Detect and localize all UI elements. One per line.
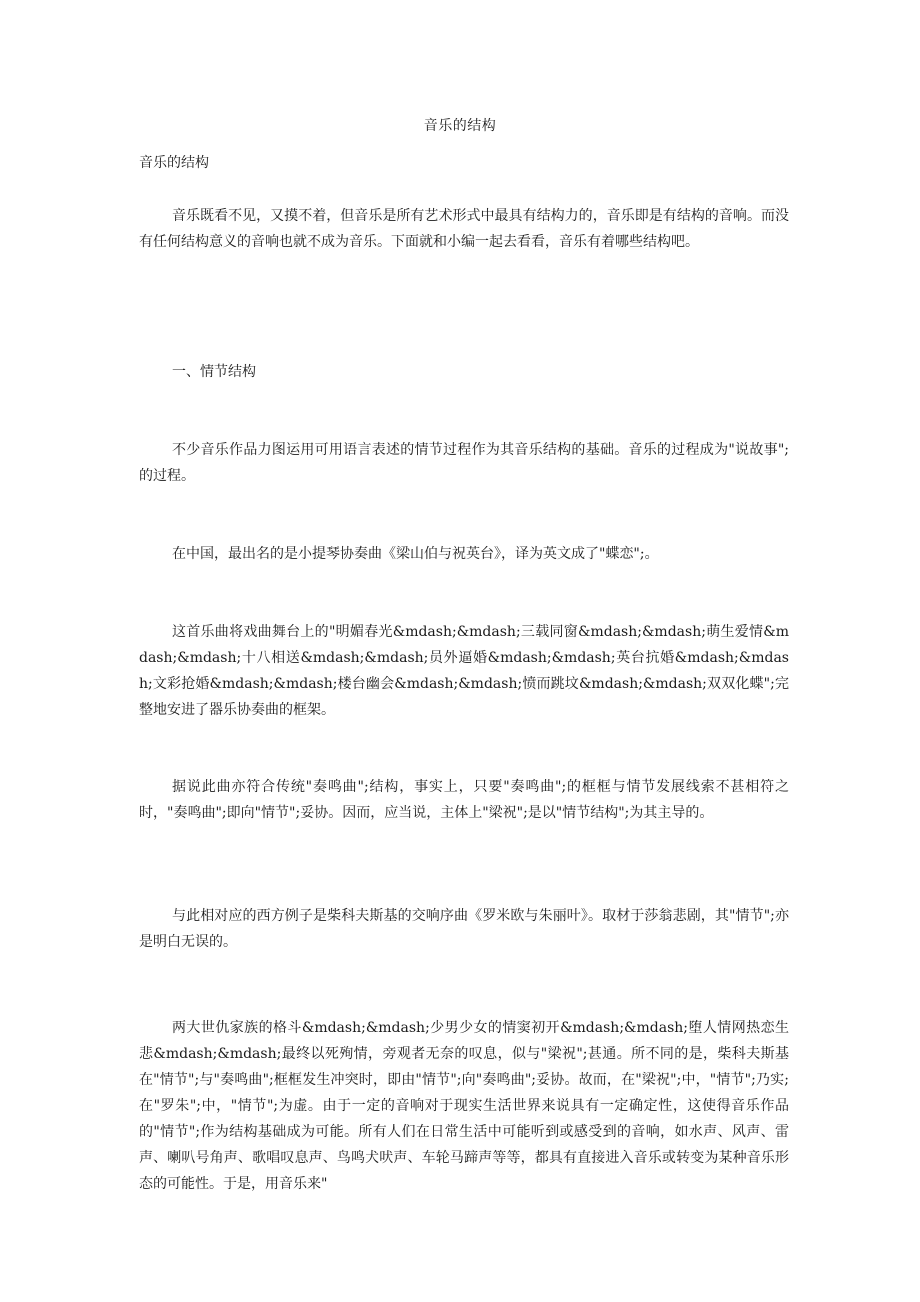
paragraph-comparison: 两大世仇家族的格斗&mdash;&mdash;少男少女的情窦初开&mdash;&mdash;堕人情网热恋生悲&mdash;&mdash;最终以死殉情，旁观者无奈的叹息，似与"梁祝";甚通。所不同的是，柴科夫斯基在"情节";与"奏鸣曲";框框发生冲突时，即由"情节";向"奏鸣曲";妥协。故而，在"梁祝";中，"情节";乃实;在"罗朱";中，"情节";为虚。由于一定的音响对于现实生活世界来说具有一定确定性，这使得音乐作品的"情节";作为结构基础成为可能。所有人们在日常生活中可能听到或感受到的音响，如水声、风声、雷声、喇叭号角声、歌唱叹息声、鸟鸣犬吠声、车轮马蹄声等等，都具有直接进入音乐或转变为某种音乐形态的可能性。于是，用音乐来" (139, 1020, 789, 1192)
paragraph-butterfly-lovers: 在中国，最出名的是小提琴协奏曲《梁山伯与祝英台》，译为英文成了"蝶恋";。 (172, 546, 659, 562)
document-title: 音乐的结构 (423, 118, 497, 134)
section-heading-plot-structure: 一、情节结构 (172, 364, 256, 380)
intro-paragraph: 音乐既看不见，又摸不着，但音乐是所有艺术形式中最具有结构力的，音乐即是有结构的音响。而没有任何结构意义的音响也就不成为音乐。下面就和小编一起去看看，音乐有着哪些结构吧。 (139, 208, 789, 250)
document-subtitle: 音乐的结构 (139, 155, 209, 171)
paragraph-plot-basis: 不少音乐作品力图运用可用语言表述的情节过程作为其音乐结构的基础。音乐的过程成为"说故事";的过程。 (139, 442, 789, 484)
paragraph-romeo-juliet: 与此相对应的西方例子是柴科夫斯基的交响序曲《罗米欧与朱丽叶》。取材于莎翁悲剧，其"情节";亦是明白无误的。 (139, 908, 789, 950)
paragraph-sonata-form: 据说此曲亦符合传统"奏鸣曲";结构，事实上，只要"奏鸣曲";的框框与情节发展线索不甚相符之时，"奏鸣曲";即向"情节";妥协。因而，应当说，主体上"梁祝";是以"情节结构";为其主导的。 (139, 779, 789, 821)
paragraph-opera-scenes: 这首乐曲将戏曲舞台上的"明媚春光&mdash;&mdash;三载同窗&mdash;&mdash;萌生爱情&mdash;&mdash;十八相送&mdash;&mdash;员外逼婚&mdash;&mdash;英台抗婚&mdash;&mdash;文彩抢婚&mdash;&mdash;楼台幽会&mdash;&mdash;愤而跳坟&mdash;&mdash;双双化蝶";完整地安进了器乐协奏曲的框架。 (139, 624, 789, 718)
